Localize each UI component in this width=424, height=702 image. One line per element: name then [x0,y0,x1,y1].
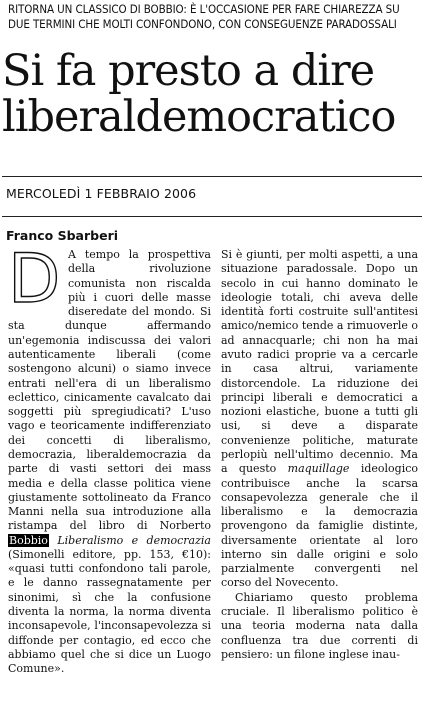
paragraph [221,248,418,591]
paragraph: Chiariamo questo problema cruciale. Il liberalismo politico è una teoria moderna nata dalla confluenza tra due correnti di pensiero: un filone inglese inau- [221,590,418,661]
text-segment: Si è giunti, per molti aspetti, a una situazione paradossale. Dopo un secolo in cui hanno dominato le ideologie totali, chi aveva delle identità forti costruite sull'antitesi amico/nemico tende a rimuoverle o ad annacquarle; chi non ha mai avuto radici proprie va a cercarle in casa altrui, variamente distorcendole. La riduzione dei principi liberali e democratici a nozioni elastiche, buone a tutti gli usi, si deve a disparate convenienze politiche, maturate perlopiù nell'ultimo decennio. Ma a questo [221,248,418,476]
headline-line-1: Si fa presto a dire [2,46,375,96]
book-title: Liberalismo e democrazia [57,533,211,547]
paragraph [8,240,211,676]
author-byline: Franco Sbarberi [6,228,119,243]
text-segment: A tempo la prospettiva della rivoluzione comunista non riscalda più i cuori delle masse diseredate del mondo. Si sta dunque affermando un'egemonia indiscussa dei valori autenticamente liberali (come sostengono alcuni) o siamo invece entrati nell'era di un liberalismo eclettico, cinicamente cavalcato dai soggetti più spregiudicati? L'uso vago e teoricamente indifferenziato dei concetti di liberalismo, democrazia, liberaldemocrazia da parte di vasti settori dei mass media e della classe politica viene giustamente sottolineato da Franco Manni nella sua introduzione alla ristampa del libro di Norberto [8,248,211,533]
text-segment: ideologico contribuisce anche la scarsa consapevolezza generale che il liberalismo e la democrazia provengono da famiglie distinte, diversamente orientate al loro interno sin dalle origini e solo parzialmente convergenti nel corso del Novecento. [221,462,419,590]
kicker [8,2,420,32]
dateline: MERCOLEDÌ 1 FEBBRAIO 2006 [6,186,197,201]
text-segment: (Simonelli editore, pp. 153, €10): «quasi tutti confondono tali parole, e le danno rassegnatamente per sinonimi, sì che la confusione diventa la norma, la norma diventa inconsapevole, l'inconsapevolezza si diffonde per contagio, ed ecco che abbiamo quel che si dice un Luogo Comune». [8,547,211,676]
kicker-line-2: DUE TERMINI CHE MOLTI CONFONDONO, CON CONSEGUENZE PARADOSSALI [8,17,397,31]
divider-bottom [2,216,422,217]
divider-top [2,176,422,177]
headline [2,48,422,140]
italic-term: maquillage [287,462,350,476]
drop-cap: D [8,240,61,319]
article-column-right [221,248,418,662]
headline-line-2: liberaldemocratico [2,92,396,142]
article-column-left [8,240,211,676]
highlighted-word: Bobbio [9,533,48,547]
kicker-line-1: RITORNA UN CLASSICO DI BOBBIO: È L'OCCASIONE PER FARE CHIAREZZA SU [8,2,400,16]
